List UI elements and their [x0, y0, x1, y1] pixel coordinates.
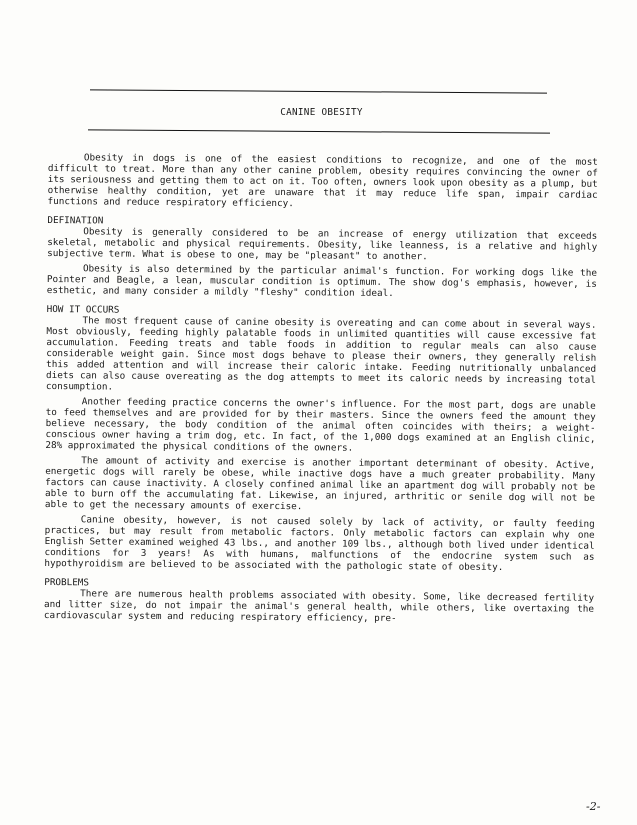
how-it-occurs-paragraph-2: Another feeding practice concerns the owner's influence. For the most part, dogs are unable to feed themselves and are provided for by their masters. Since the owners feed the amount they believe necessary, the body condition of the animal often coincides with theirs; a weight-conscious owner having a trim dog, etc. In fact, of the 1,000 dogs examined at an English clinic, 28% approximated the physical conditions of the owners.	[45, 396, 596, 454]
problems-paragraph-1: There are numerous health problems associated with obesity. Some, like decreased fertility and litter size, do not impair the animal's general health, while others, like overtaxing the cardiovascular system and reducing respiratory efficiency, pre-	[43, 588, 595, 625]
bottom-rule	[88, 129, 550, 133]
page-number: -2-	[586, 800, 601, 813]
top-rule	[90, 89, 547, 93]
how-it-occurs-paragraph-3: The amount of activity and exercise is another important determinant of obesity. Active, energetic dogs will rarely be obese, while inactive dogs have a much greater probability. Many factors can cause inactivity. A closely confined animal like an apartment dog will probably not be able to burn off the accumulating fat. Likewise, an injured, arthritic or senile dog will not be able to get the necessary amounts of exercise.	[44, 455, 596, 513]
section-heading-problems: PROBLEMS	[44, 576, 90, 589]
how-it-occurs-paragraph-4: Canine obesity, however, is not caused solely by lack of activity, or faulty feeding practices, but may result from metabolic factors. Only metabolic factors can explain why one English Setter examined weighed 43 lbs., and another 109 lbs., although both lived under identical conditions for 3 years! As with humans, malfunctions of the endocrine system such as hypothyroidism are believed to be associated with the pathologic state of obesity.	[44, 514, 595, 573]
definition-paragraph-2: Obesity is also determined by the particular animal's function. For working dogs like the Pointer and Beagle, a lean, muscular condition is optimum. The show dog's emphasis, however, is esthetic, and many consider a mildly "fleshy" condition ideal.	[46, 263, 598, 300]
how-it-occurs-paragraph-1: The most frequent cause of canine obesity is overeating and can come about in several ways. Most obviously, feeding highly palatable foods in unlimited quantities will cause excessive fat accumulation. Feeding treats and table foods in addition to regular meals can also cause considerable weight gain. Since most dogs behave to please their owners, they generally relish this added attention and will increase their caloric intake. Feeding nutritionally unbalanced diets can also cause overeating as the dog attempts to meet its caloric needs by increasing total consumption.	[45, 315, 597, 393]
document-title: CANINE OBESITY	[280, 107, 363, 118]
section-heading-how-it-occurs: HOW IT OCCURS	[46, 303, 120, 316]
document-body	[44, 152, 598, 626]
definition-paragraph-1: Obesity is generally considered to be an increase of energy utilization that exceeds skeletal, metabolic and physical requirements. Obesity, like leanness, is a relative and highly subjective term. What is obese to one, may be "pleasant" to another.	[47, 226, 598, 263]
intro-paragraph: Obesity in dogs is one of the easiest conditions to recognize, and one of the most difficult to treat. More than any other canine problem, obesity requires convincing the owner of its seriousness and getting them to act on it. Too often, owners look upon obesity as a plump, but otherwise healthy condition, yet are unaware that it may reduce life span, impair cardiac functions and reduce respiratory efficiency.	[47, 152, 598, 210]
section-heading-definition: DEFINATION	[47, 214, 104, 227]
